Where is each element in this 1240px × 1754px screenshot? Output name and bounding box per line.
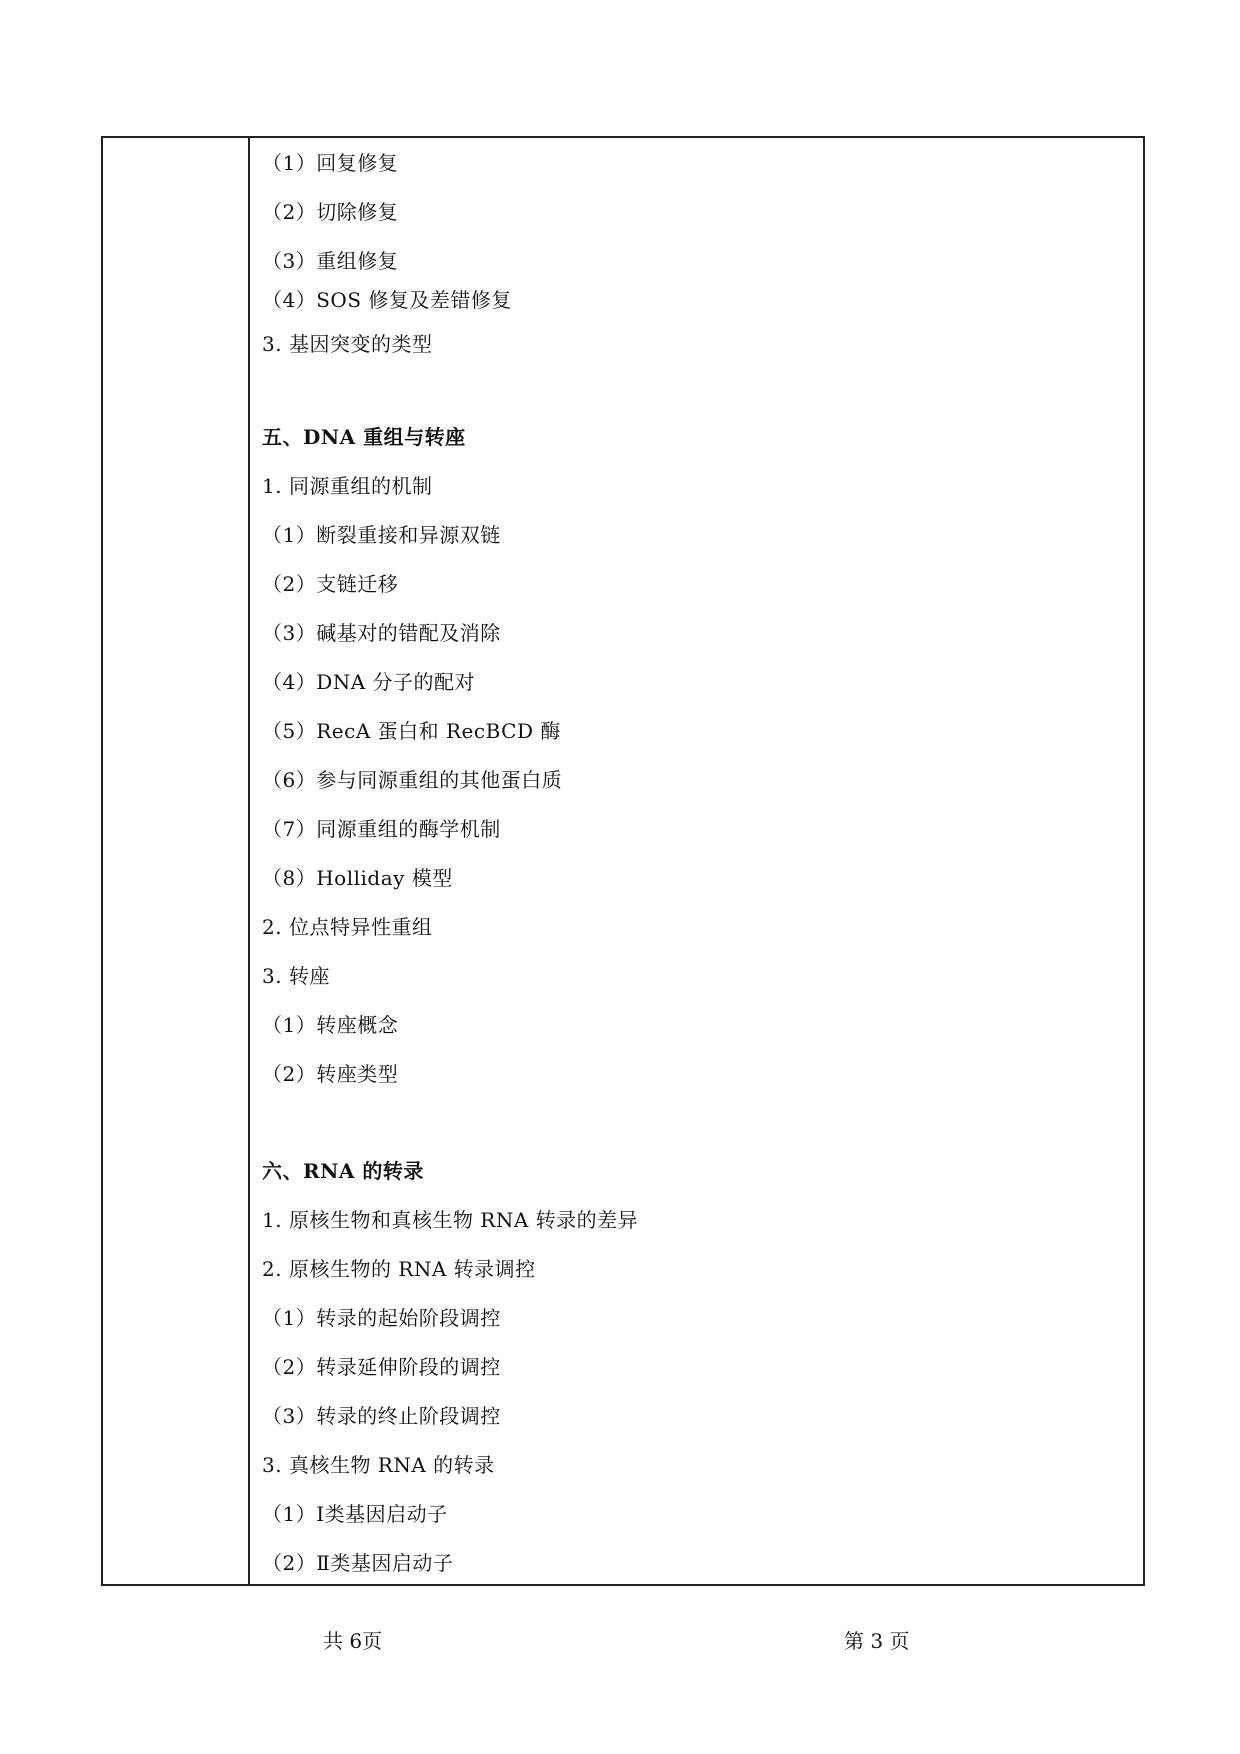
list-item: （2）Ⅱ类基因启动子 [262, 1551, 454, 1575]
list-item: （2）转录延伸阶段的调控 [262, 1355, 501, 1379]
list-item: 2. 原核生物的 RNA 转录调控 [262, 1257, 536, 1281]
list-item: （3）重组修复 [262, 249, 399, 273]
list-item: （2）转座类型 [262, 1062, 399, 1086]
list-item: （4）DNA 分子的配对 [262, 670, 476, 694]
list-item: （1）转录的起始阶段调控 [262, 1306, 501, 1330]
list-item: 3. 基因突变的类型 [262, 332, 433, 356]
list-item: （3）碱基对的错配及消除 [262, 621, 501, 645]
table-right-column [250, 138, 1143, 1584]
list-item: 3. 真核生物 RNA 的转录 [262, 1453, 495, 1477]
section-heading: 六、RNA 的转录 [262, 1159, 424, 1183]
list-item: （1）断裂重接和异源双链 [262, 523, 501, 547]
list-item: 3. 转座 [262, 964, 330, 988]
list-item: （5）RecA 蛋白和 RecBCD 酶 [262, 719, 561, 743]
list-item: （2）切除修复 [262, 200, 399, 224]
list-item: （7）同源重组的酶学机制 [262, 817, 501, 841]
footer-total-pages: 共 6页 [323, 1629, 383, 1653]
content-table [101, 136, 1145, 1586]
section-heading: 五、DNA 重组与转座 [262, 425, 466, 449]
list-item: （3）转录的终止阶段调控 [262, 1404, 501, 1428]
list-item: （1）转座概念 [262, 1013, 399, 1037]
list-item: （1）Ⅰ类基因启动子 [262, 1502, 448, 1526]
table-left-column [103, 138, 250, 1584]
list-item: （8）Holliday 模型 [262, 866, 453, 890]
footer-page-number: 第 3 页 [844, 1629, 910, 1653]
list-item: （4）SOS 修复及差错修复 [262, 288, 512, 312]
list-item: 1. 同源重组的机制 [262, 474, 433, 498]
list-item: （2）支链迁移 [262, 572, 399, 596]
list-item: （6）参与同源重组的其他蛋白质 [262, 768, 563, 792]
list-item: （1）回复修复 [262, 151, 399, 175]
list-item: 2. 位点特异性重组 [262, 915, 433, 939]
list-item: 1. 原核生物和真核生物 RNA 转录的差异 [262, 1208, 639, 1232]
